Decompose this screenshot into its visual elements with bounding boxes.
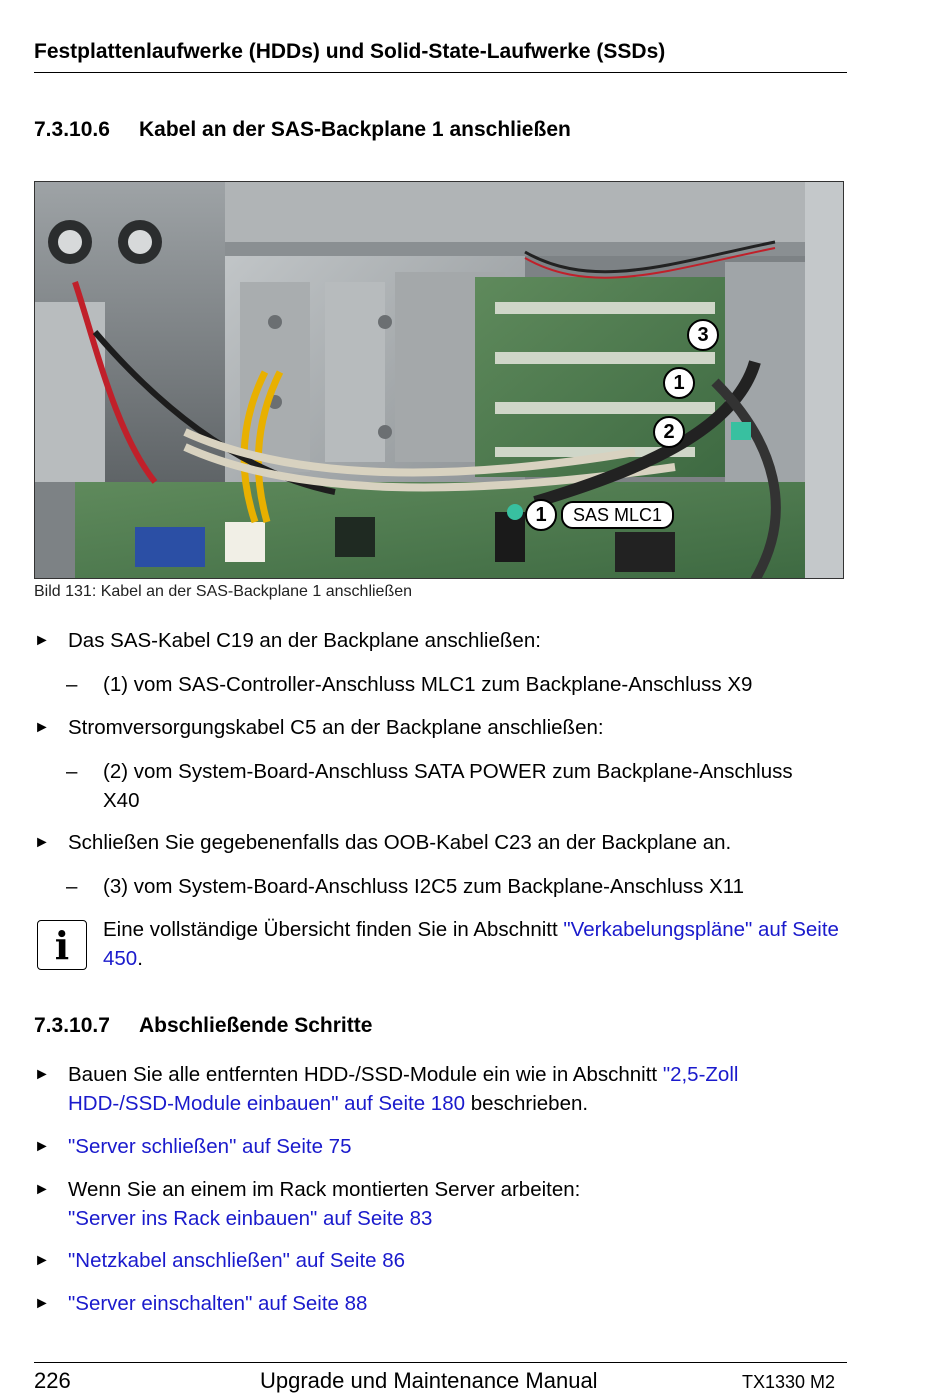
link-verkabelungsplaene[interactable]: "Verkabelungspläne" auf Seite 450 <box>103 918 839 970</box>
dash-marker: – <box>66 875 78 898</box>
final-step-3 <box>68 1175 858 1233</box>
bullet-icon: ► <box>34 1066 50 1083</box>
footer-rule <box>34 1362 847 1363</box>
link-server-schliessen[interactable]: "Server schließen" auf Seite 75 <box>68 1135 352 1158</box>
label-sas-mlc1: SAS MLC1 <box>561 501 674 529</box>
dash-marker: – <box>66 673 78 696</box>
link-server-einschalten[interactable]: "Server einschalten" auf Seite 88 <box>68 1292 368 1315</box>
page-number: 226 <box>34 1368 71 1393</box>
bullet-icon: ► <box>34 1295 50 1312</box>
bullet-icon: ► <box>34 834 50 851</box>
final-step-1 <box>68 1060 848 1118</box>
final-step-4 <box>68 1246 858 1275</box>
step-text: Bauen Sie alle entfernten HDD-/SSD-Module ein wie in Abschnitt <box>68 1063 663 1086</box>
step-text-end: beschrieben. <box>465 1092 589 1115</box>
bullet-icon: ► <box>34 1252 50 1269</box>
final-step-5 <box>68 1289 858 1318</box>
footer-title: Upgrade und Maintenance Manual <box>260 1368 598 1393</box>
link-netzkabel-anschliessen[interactable]: "Netzkabel anschließen" auf Seite 86 <box>68 1249 406 1272</box>
section-number: 7.3.10.7 <box>34 1014 110 1037</box>
step-3: Schließen Sie gegebenenfalls das OOB-Kabel C23 an der Backplane an. <box>68 831 732 854</box>
substep-1: (1) vom SAS-Controller-Anschluss MLC1 zum Backplane-Anschluss X9 <box>103 673 753 696</box>
bullet-icon: ► <box>34 1181 50 1198</box>
bullet-icon: ► <box>34 1138 50 1155</box>
callout-1-mlc1: 1 SAS MLC1 <box>525 499 674 531</box>
section-heading-7-3-10-7 <box>34 1014 372 1038</box>
header-rule <box>34 72 847 73</box>
section-heading-7-3-10-6 <box>34 118 571 142</box>
figure-caption: Bild 131: Kabel an der SAS-Backplane 1 anschließen <box>34 583 413 600</box>
callout-1-backplane: 1 <box>663 367 695 399</box>
substep-2: (2) vom System-Board-Anschluss SATA POWER zum Backplane-Anschluss X40 <box>103 760 793 812</box>
callout-2: 2 <box>653 416 685 448</box>
info-text-end: . <box>137 947 143 970</box>
section-title: Kabel an der SAS-Backplane 1 anschließen <box>139 118 571 141</box>
section-number: 7.3.10.6 <box>34 118 110 141</box>
photo-illustration <box>35 182 844 579</box>
substep-3: (3) vom System-Board-Anschluss I2C5 zum Backplane-Anschluss X11 <box>103 875 745 898</box>
step-text: Wenn Sie an einem im Rack montierten Server arbeiten: <box>68 1178 581 1201</box>
info-text: Eine vollständige Übersicht finden Sie in Abschnitt <box>103 918 564 941</box>
info-note <box>103 915 853 973</box>
info-icon: i <box>37 920 87 970</box>
final-step-2 <box>68 1132 858 1161</box>
callout-3: 3 <box>687 319 719 351</box>
step-1: Das SAS-Kabel C19 an der Backplane anschließen: <box>68 629 541 652</box>
bullet-icon: ► <box>34 719 50 736</box>
step-2: Stromversorgungskabel C5 an der Backplane anschließen: <box>68 716 604 739</box>
section-title: Abschließende Schritte <box>139 1014 373 1037</box>
link-server-rack-einbauen[interactable]: "Server ins Rack einbauen" auf Seite 83 <box>68 1207 433 1230</box>
link-hdd-ssd-einbauen[interactable]: "2,5-Zoll HDD-/SSD-Module einbauen" auf Seite 180 <box>68 1063 739 1115</box>
dash-marker: – <box>66 760 78 783</box>
footer-model: TX1330 M2 <box>742 1372 836 1392</box>
figure-backplane-photo <box>34 181 844 579</box>
running-header: Festplattenlaufwerke (HDDs) und Solid-State-Laufwerke (SSDs) <box>34 40 666 63</box>
bullet-icon: ► <box>34 632 50 649</box>
